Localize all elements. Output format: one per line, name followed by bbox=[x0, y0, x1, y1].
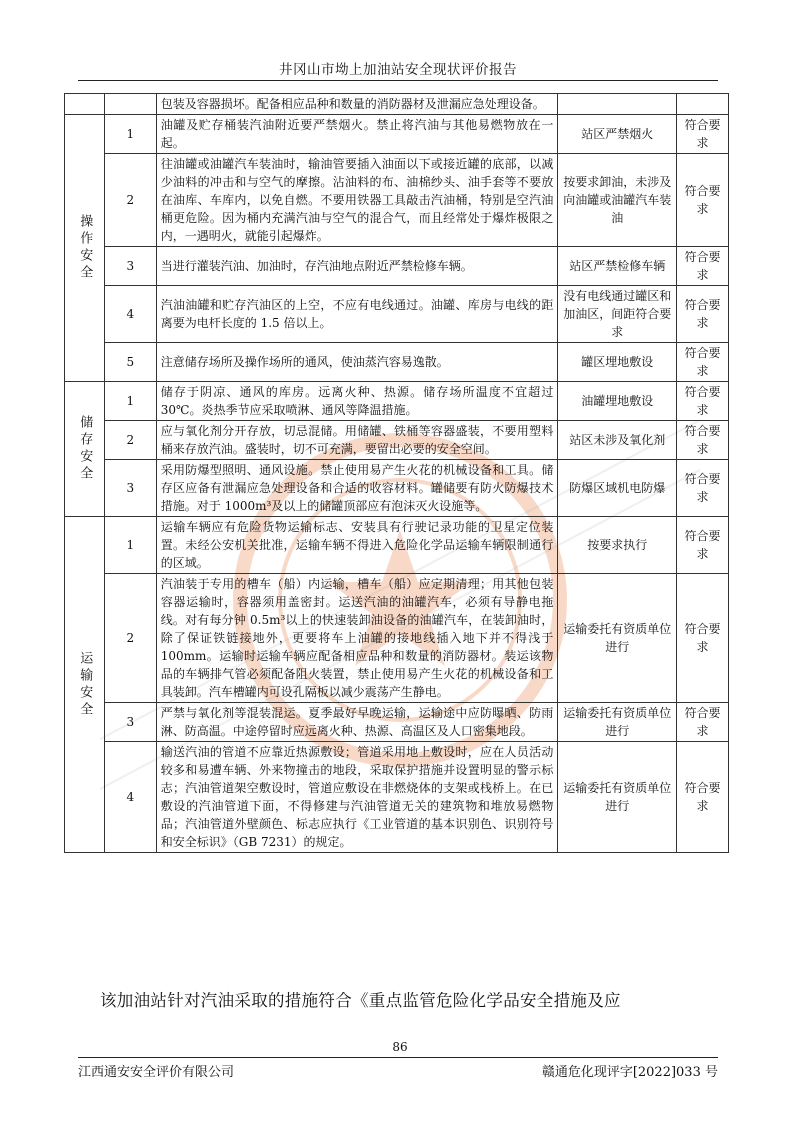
requirement-cell: 注意储存场所及操作场所的通风，使油蒸汽容易逸散。 bbox=[156, 343, 558, 382]
continuation-text: 该加油站针对汽油采取的措施符合《重点监管危险化学品安全措施及应 bbox=[100, 991, 621, 1010]
header-rule bbox=[78, 80, 718, 81]
category-cell: 运输安全 bbox=[65, 517, 105, 853]
category-cell: 储存安全 bbox=[65, 382, 105, 517]
actual-cell: 站区未涉及氧化剂 bbox=[558, 421, 677, 460]
requirement-cell: 输送汽油的管道不应靠近热源敷设；管道采用地上敷设时，应在人员活动较多和易遭车辆、外来物撞击的地段，采取保护措施并设置明显的警示标志；汽油管道架空敷设时，管道应敷设在非燃烧体的支架或栈桥上。在已敷设的汽油管道下面，不得修建与汽油管道无关的建筑物和堆放易燃物品；汽油管道外壁颜色、标志应执行《工业管道的基本识别色、识别符号和安全标识》（GB 7231）的规定。 bbox=[156, 742, 558, 853]
num-cell: 3 bbox=[104, 460, 156, 517]
actual-cell bbox=[558, 94, 677, 115]
requirement-cell: 当进行灌装汽油、加油时，存汽油地点附近严禁检修车辆。 bbox=[156, 247, 558, 286]
table-row bbox=[65, 742, 729, 853]
num-cell: 1 bbox=[104, 115, 156, 154]
requirement-cell: 往油罐或油罐汽车装油时，输油管要插入油面以下或接近罐的底部，以减少油料的冲击和与空气的摩擦。沾油料的布、油棉纱头、油手套等不要放在油库、车库内，以免自燃。不要用铁器工具敲击汽油桶，特别是空汽油桶更危险。因为桶内充满汽油与空气的混合气，而且经常处于爆炸极限之内，一遇明火，就能引起爆炸。 bbox=[156, 154, 558, 247]
result-cell: 符合要求 bbox=[677, 421, 729, 460]
num-cell: 1 bbox=[104, 382, 156, 421]
actual-cell: 按要求执行 bbox=[558, 517, 677, 574]
actual-cell: 防爆区域机电防爆 bbox=[558, 460, 677, 517]
footer-rule bbox=[78, 1057, 718, 1058]
actual-cell: 没有电线通过罐区和加油区，间距符合要求 bbox=[558, 286, 677, 343]
result-cell: 符合要求 bbox=[677, 286, 729, 343]
num-cell: 2 bbox=[104, 421, 156, 460]
actual-cell: 站区严禁烟火 bbox=[558, 115, 677, 154]
num-cell: 4 bbox=[104, 286, 156, 343]
result-cell: 符合要求 bbox=[677, 154, 729, 247]
footer-report-number: 赣通危化现评字[2022]033 号 bbox=[541, 1065, 718, 1080]
table-row bbox=[65, 247, 729, 286]
num-cell: 3 bbox=[104, 703, 156, 742]
table-row bbox=[65, 382, 729, 421]
result-cell bbox=[677, 94, 729, 115]
result-cell: 符合要求 bbox=[677, 343, 729, 382]
table-row bbox=[65, 460, 729, 517]
actual-cell: 罐区埋地敷设 bbox=[558, 343, 677, 382]
result-cell: 符合要求 bbox=[677, 703, 729, 742]
requirement-cell: 严禁与氧化剂等混装混运。夏季最好早晚运输，运输途中应防曝晒、防雨淋、防高温。中途停留时应远离火种、热源、高温区及人口密集地段。 bbox=[156, 703, 558, 742]
result-cell: 符合要求 bbox=[677, 574, 729, 703]
result-cell: 符合要求 bbox=[677, 742, 729, 853]
result-cell: 符合要求 bbox=[677, 247, 729, 286]
requirement-cell: 包装及容器损坏。配备相应品种和数量的消防器材及泄漏应急处理设备。 bbox=[156, 94, 558, 115]
table-row bbox=[65, 517, 729, 574]
page-number: 86 bbox=[392, 1040, 408, 1054]
table-row bbox=[65, 343, 729, 382]
num-cell: 2 bbox=[104, 154, 156, 247]
actual-cell: 运输委托有资质单位进行 bbox=[558, 742, 677, 853]
safety-measures-table bbox=[64, 93, 729, 853]
requirement-cell: 运输车辆应有危险货物运输标志、安装具有行驶记录功能的卫星定位装置。未经公安机关批准，运输车辆不得进入危险化学品运输车辆限制通行的区域。 bbox=[156, 517, 558, 574]
footer-company: 江西通安安全评价有限公司 bbox=[78, 1065, 235, 1080]
actual-cell: 按要求卸油，未涉及向油罐或油罐汽车装油 bbox=[558, 154, 677, 247]
requirement-cell: 汽油装于专用的槽车（船）内运输，槽车（船）应定期清理；用其他包装容器运输时，容器须用盖密封。运送汽油的油罐汽车，必须有导静电拖线。对有每分钟 0.5m³以上的快速装卸油设备的油罐汽车，在装卸油时，除了保证铁链接地外，更要将车上油罐的接地线插入地下并不得浅于 100mm。运输时运输车辆应配备相应品种和数量的消防器材。装运该物品的车辆排气管必须配备阻火装置，禁止使用易产生火花的机械设备和工具装卸。汽车槽罐内可设孔隔板以减少震荡产生静电。 bbox=[156, 574, 558, 703]
table-row bbox=[65, 115, 729, 154]
result-cell: 符合要求 bbox=[677, 115, 729, 154]
table-row bbox=[65, 286, 729, 343]
page-header: 井冈山市坳上加油站安全现状评价报告 bbox=[279, 62, 517, 78]
result-cell: 符合要求 bbox=[677, 517, 729, 574]
table-row bbox=[65, 703, 729, 742]
requirement-cell: 采用防爆型照明、通风设施。禁止使用易产生火花的机械设备和工具。储存区应备有泄漏应急处理设备和合适的收容材料。罐储要有防火防爆技术措施。对于 1000m³及以上的储罐顶部应有泡沫灭火设施等。 bbox=[156, 460, 558, 517]
num-cell: 1 bbox=[104, 517, 156, 574]
cat-cell bbox=[65, 94, 105, 115]
num-cell: 3 bbox=[104, 247, 156, 286]
num-cell bbox=[104, 94, 156, 115]
num-cell: 5 bbox=[104, 343, 156, 382]
requirement-cell: 应与氧化剂分开存放，切忌混储。用储罐、铁桶等容器盛装，不要用塑料桶来存放汽油。盛装时，切不可充满，要留出必要的安全空间。 bbox=[156, 421, 558, 460]
table-row bbox=[65, 421, 729, 460]
requirement-cell: 储存于阴凉、通风的库房。远离火种、热源。储存场所温度不宜超过 30℃。炎热季节应采取喷淋、通风等降温措施。 bbox=[156, 382, 558, 421]
actual-cell: 油罐埋地敷设 bbox=[558, 382, 677, 421]
table-body bbox=[65, 94, 729, 853]
actual-cell: 运输委托有资质单位进行 bbox=[558, 703, 677, 742]
requirement-cell: 油罐及贮存桶装汽油附近要严禁烟火。禁止将汽油与其他易燃物放在一起。 bbox=[156, 115, 558, 154]
num-cell: 4 bbox=[104, 742, 156, 853]
table-row-continued bbox=[65, 94, 729, 115]
actual-cell: 站区严禁检修车辆 bbox=[558, 247, 677, 286]
result-cell: 符合要求 bbox=[677, 460, 729, 517]
actual-cell: 运输委托有资质单位进行 bbox=[558, 574, 677, 703]
category-cell: 操作安全 bbox=[65, 115, 105, 382]
result-cell: 符合要求 bbox=[677, 382, 729, 421]
num-cell: 2 bbox=[104, 574, 156, 703]
table-row bbox=[65, 574, 729, 703]
table-row bbox=[65, 154, 729, 247]
requirement-cell: 汽油油罐和贮存汽油区的上空，不应有电线通过。油罐、库房与电线的距离要为电杆长度的 1.5 倍以上。 bbox=[156, 286, 558, 343]
